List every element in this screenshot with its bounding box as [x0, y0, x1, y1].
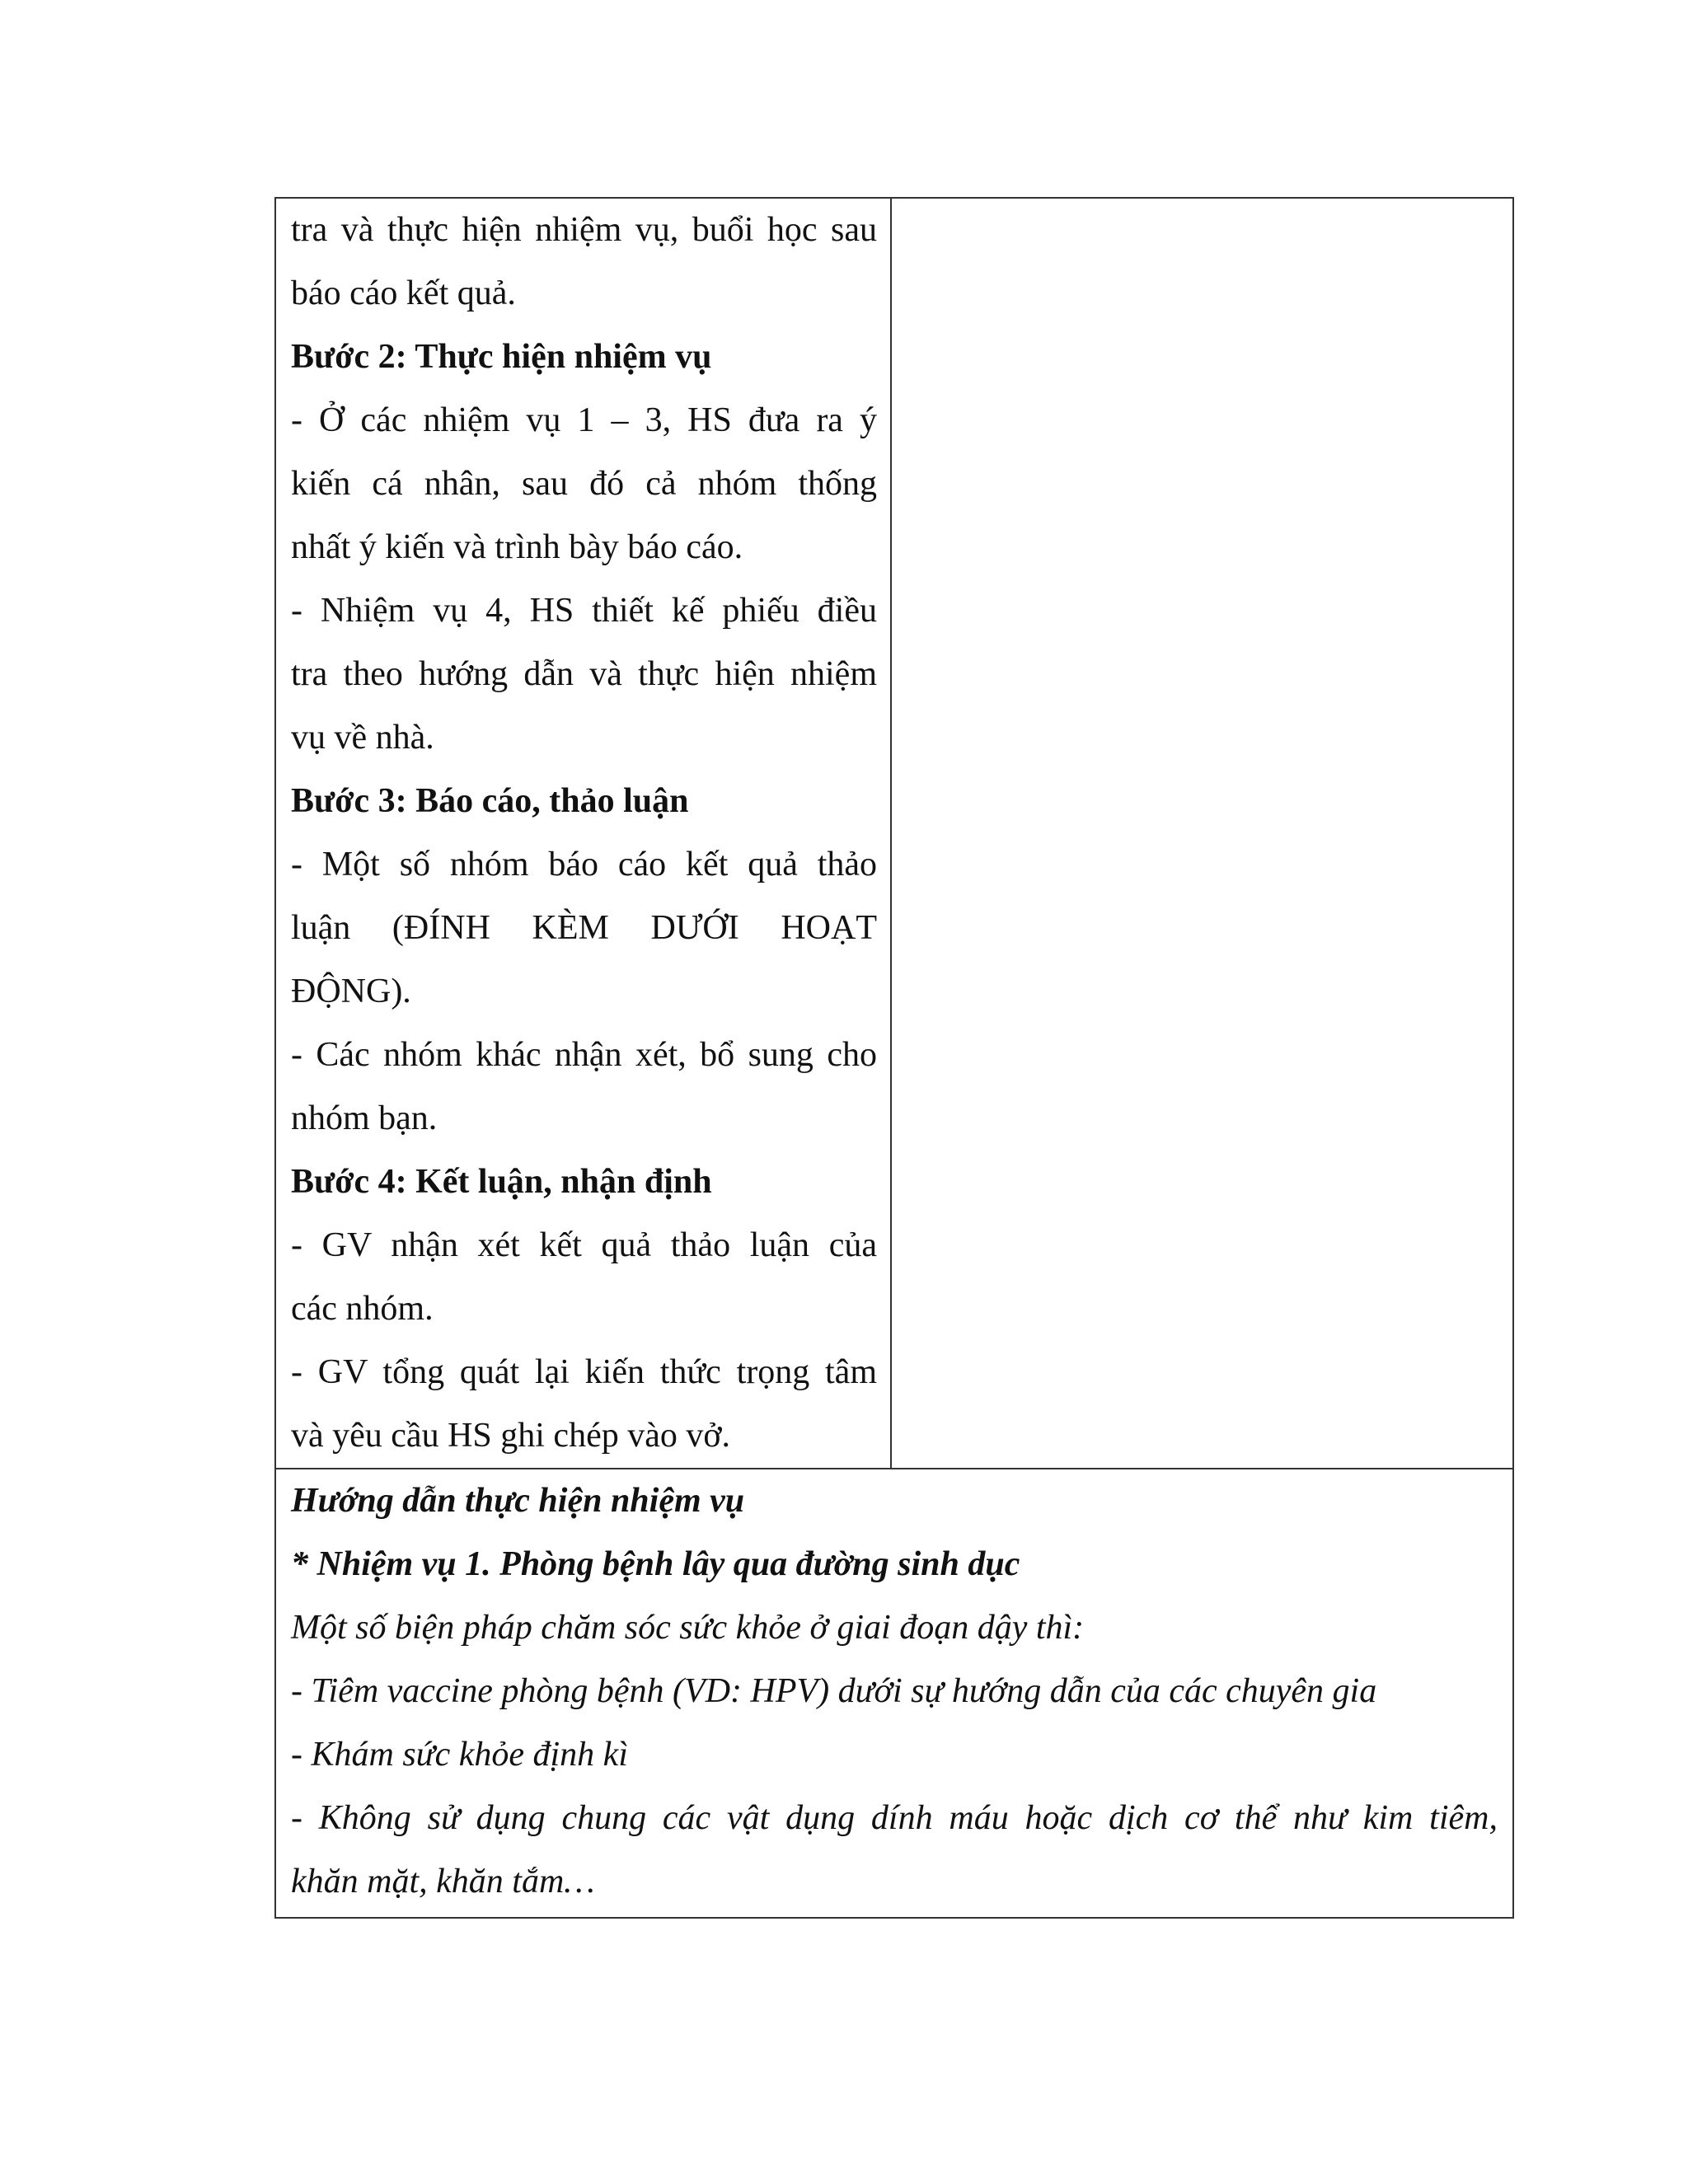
activity-row — [276, 199, 1512, 1469]
empty-cell — [892, 199, 1512, 1468]
text-line: - Khám sức khỏe định kì — [291, 1736, 628, 1774]
text-line: nhất ý kiến và trình bày báo cáo. — [291, 528, 743, 566]
text-line: kiến cá nhân, sau đó cả nhóm thống — [291, 465, 877, 503]
step-heading: Bước 2: Thực hiện nhiệm vụ — [291, 338, 712, 376]
text-line: - Các nhóm khác nhận xét, bổ sung cho — [291, 1036, 877, 1074]
text-line: - Một số nhóm báo cáo kết quả thảo — [291, 846, 877, 883]
text-line: - Nhiệm vụ 4, HS thiết kế phiếu điều — [291, 592, 877, 630]
text-line: và yêu cầu HS ghi chép vào vở. — [291, 1417, 731, 1455]
text-line: - Ở các nhiệm vụ 1 – 3, HS đưa ra ý — [291, 401, 877, 439]
task-heading: * Nhiệm vụ 1. Phòng bệnh lây qua đường sinh dục — [291, 1545, 1020, 1583]
text-line: tra theo hướng dẫn và thực hiện nhiệm — [291, 655, 877, 693]
text-line: luận (ĐÍNH KÈM DƯỚI HOẠT — [291, 909, 877, 947]
step-heading: Bước 3: Báo cáo, thảo luận — [291, 782, 689, 820]
lesson-table — [274, 197, 1514, 1919]
text-line: - Không sử dụng chung các vật dụng dính máu hoặc dịch cơ thể như kim tiêm, — [291, 1799, 1498, 1837]
text-line: - Tiêm vaccine phòng bệnh (VD: HPV) dưới sự hướng dẫn của các chuyên gia — [291, 1672, 1377, 1710]
text-line: vụ về nhà. — [291, 719, 434, 757]
text-line: nhóm bạn. — [291, 1099, 438, 1137]
text-line: ĐỘNG). — [291, 972, 411, 1010]
text-line: - GV tổng quát lại kiến thức trọng tâm — [291, 1353, 877, 1391]
text-line: các nhóm. — [291, 1290, 434, 1328]
student-steps-cell — [276, 199, 892, 1468]
text-line: - GV nhận xét kết quả thảo luận của — [291, 1226, 877, 1264]
guide-row — [276, 1469, 1512, 1917]
text-line: báo cáo kết quả. — [291, 274, 516, 312]
text-line: Một số biện pháp chăm sóc sức khỏe ở giai đoạn dậy thì: — [291, 1609, 1085, 1647]
text-line: tra và thực hiện nhiệm vụ, buổi học sau — [291, 211, 877, 249]
guide-heading: Hướng dẫn thực hiện nhiệm vụ — [291, 1482, 745, 1520]
step-heading: Bước 4: Kết luận, nhận định — [291, 1163, 712, 1201]
text-line: khăn mặt, khăn tắm… — [291, 1863, 595, 1900]
